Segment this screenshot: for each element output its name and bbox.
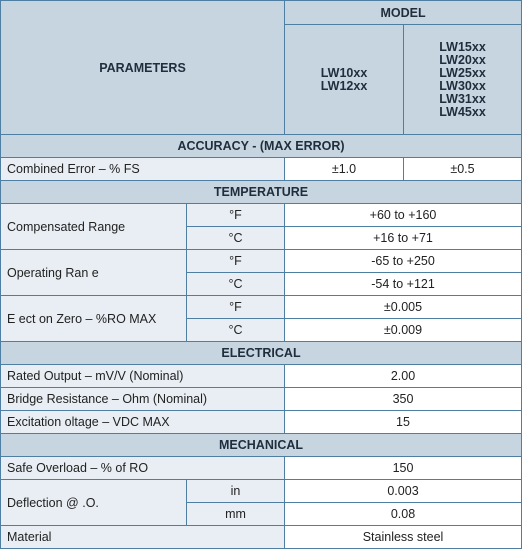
mechanical-section-row [1, 434, 522, 457]
operating-range-c-unit: °C [187, 273, 285, 296]
operating-range-f-unit: °F [187, 250, 285, 273]
model-lw25xx: LW25xx [439, 65, 486, 80]
electrical-section-title: ELECTRICAL [1, 342, 522, 365]
effect-on-zero-c-value: ±0.009 [285, 319, 522, 342]
operating-range-c-value: -54 to +121 [285, 273, 522, 296]
effect-on-zero-f-value: ±0.005 [285, 296, 522, 319]
effect-on-zero-c-unit: °C [187, 319, 285, 342]
compensated-range-label: Compensated Range [1, 204, 187, 250]
model-lw45xx: LW45xx [439, 104, 486, 119]
combined-error-value-b: ±0.5 [404, 158, 522, 181]
safe-overload-value: 150 [285, 457, 522, 480]
accuracy-section-title: ACCURACY - (MAX ERROR) [1, 135, 522, 158]
model-heading: MODEL [285, 1, 522, 25]
temperature-section-row [1, 181, 522, 204]
bridge-resistance-label: Bridge Resistance – Ohm (Nominal) [1, 388, 285, 411]
model-group-a [285, 25, 404, 135]
compensated-range-f-value: +60 to +160 [285, 204, 522, 227]
operating-range-label: Operating Ran e [1, 250, 187, 296]
temperature-section-title: TEMPERATURE [1, 181, 522, 204]
deflection-mm-unit: mm [187, 503, 285, 526]
model-lw12xx: LW12xx [320, 78, 368, 93]
rated-output-row [1, 365, 522, 388]
model-lw30xx: LW30xx [439, 78, 486, 93]
deflection-label: Deflection @ .O. [1, 480, 187, 526]
model-lw31xx: LW31xx [439, 91, 486, 106]
mechanical-section-title: MECHANICAL [1, 434, 522, 457]
effect-on-zero-f-unit: °F [187, 296, 285, 319]
deflection-in-unit: in [187, 480, 285, 503]
excitation-voltage-label: Excitation oltage – VDC MAX [1, 411, 285, 434]
operating-range-f-row [1, 250, 522, 273]
operating-range-f-value: -65 to +250 [285, 250, 522, 273]
model-lw10xx: LW10xx [320, 65, 368, 80]
rated-output-value: 2.00 [285, 365, 522, 388]
effect-on-zero-f-row [1, 296, 522, 319]
parameters-heading: PARAMETERS [1, 1, 285, 135]
header-row [1, 1, 522, 25]
compensated-range-f-unit: °F [187, 204, 285, 227]
deflection-mm-value: 0.08 [285, 503, 522, 526]
combined-error-row [1, 158, 522, 181]
material-row [1, 526, 522, 549]
compensated-range-c-value: +16 to +71 [285, 227, 522, 250]
rated-output-label: Rated Output – mV/V (Nominal) [1, 365, 285, 388]
deflection-in-value: 0.003 [285, 480, 522, 503]
bridge-resistance-row [1, 388, 522, 411]
deflection-in-row [1, 480, 522, 503]
combined-error-value-a: ±1.0 [285, 158, 404, 181]
compensated-range-f-row [1, 204, 522, 227]
safe-overload-row [1, 457, 522, 480]
bridge-resistance-value: 350 [285, 388, 522, 411]
safe-overload-label: Safe Overload – % of RO [1, 457, 285, 480]
model-lw15xx: LW15xx [439, 39, 486, 54]
accuracy-section-row [1, 135, 522, 158]
material-value: Stainless steel [285, 526, 522, 549]
excitation-voltage-row [1, 411, 522, 434]
compensated-range-c-unit: °C [187, 227, 285, 250]
model-lw20xx: LW20xx [439, 52, 486, 67]
model-group-b [404, 25, 522, 135]
material-label: Material [1, 526, 285, 549]
excitation-voltage-value: 15 [285, 411, 522, 434]
effect-on-zero-label: E ect on Zero – %RO MAX [1, 296, 187, 342]
electrical-section-row [1, 342, 522, 365]
combined-error-label: Combined Error – % FS [1, 158, 285, 181]
